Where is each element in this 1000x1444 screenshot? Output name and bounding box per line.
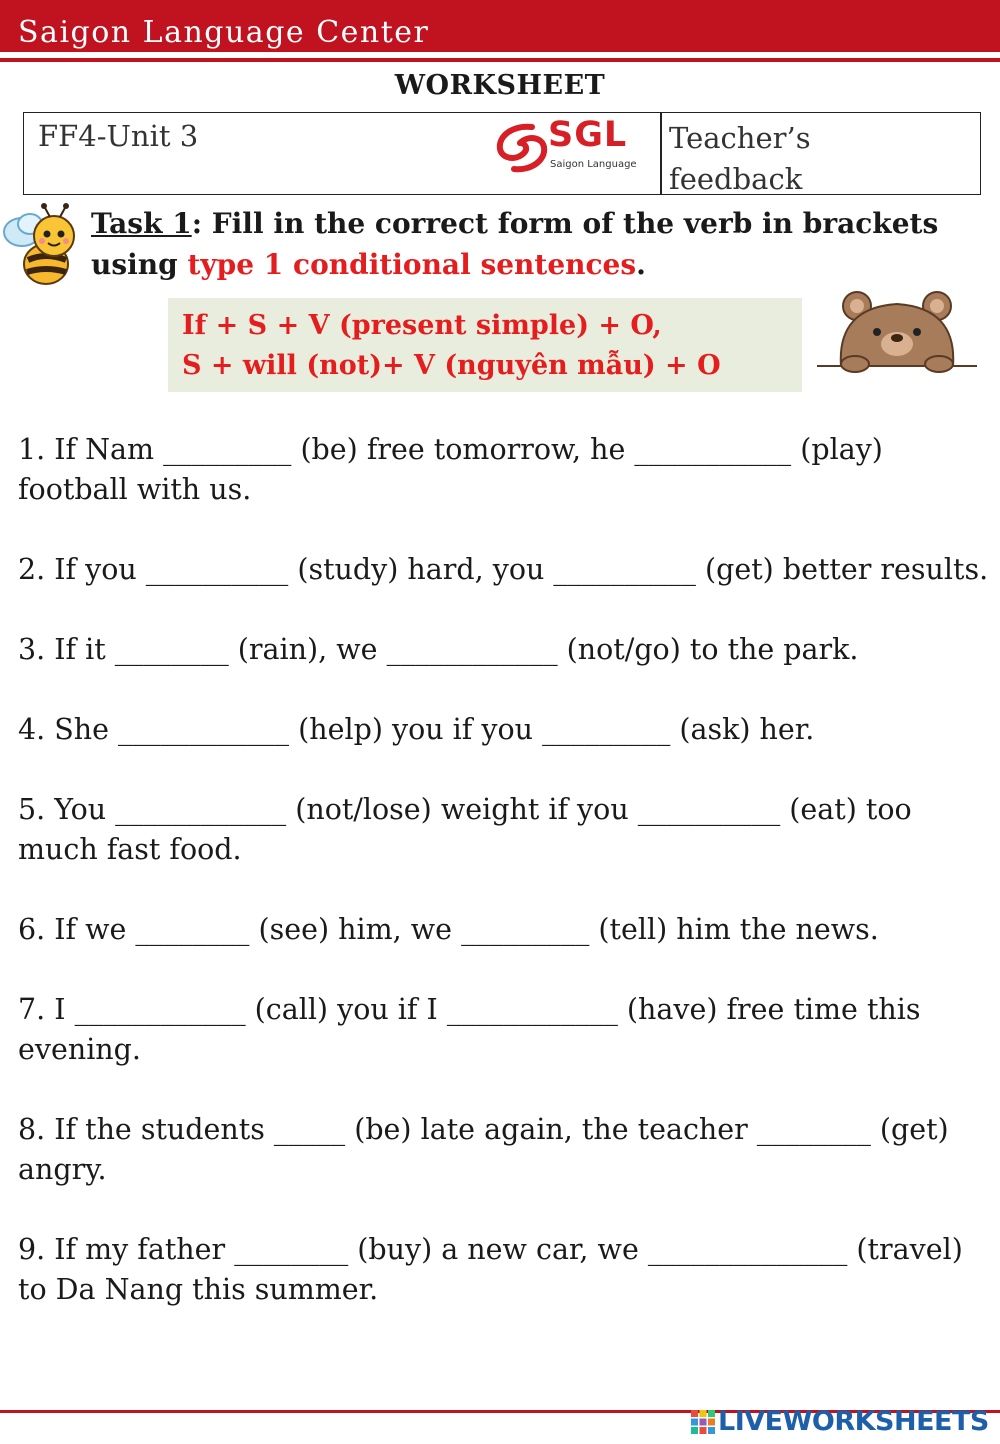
task-instruction	[91, 203, 991, 285]
class-code: FF4-Unit 3	[38, 119, 199, 153]
question-item-4[interactable]: 4. She ____________ (help) you if you _________ (ask) her.	[18, 713, 815, 746]
question-item-8[interactable]: 8. If the students _____ (be) late again, the teacher ________ (get) angry.	[18, 1113, 958, 1186]
feedback-line-2: feedback	[669, 162, 803, 196]
header-table	[23, 112, 981, 195]
question-item-9[interactable]: 9. If my father ________ (buy) a new car, we ______________ (travel) to Da Nang this summer.	[18, 1233, 972, 1306]
teacher-feedback-label	[669, 118, 969, 200]
sgl-swirl-icon	[492, 119, 552, 177]
header-divider	[660, 113, 662, 194]
logo-text: SGL	[548, 115, 628, 155]
school-name: Saigon Language Center	[18, 15, 430, 50]
feedback-line-1: Teacher’s	[669, 121, 811, 155]
question-item-6[interactable]: 6. If we ________ (see) him, we _________ (tell) him the news.	[18, 913, 879, 946]
formula-box	[168, 298, 802, 392]
task-text-1: : Fill in the correct form of the verb in brackets using	[91, 207, 939, 281]
question-list	[18, 430, 993, 1350]
sgl-logo-icon	[492, 115, 652, 177]
liveworksheets-badge-icon	[690, 1409, 716, 1435]
task-highlight: type 1 conditional sentences	[187, 248, 637, 281]
bee-mascot-icon	[0, 202, 88, 290]
question-item-7[interactable]: 7. I ____________ (call) you if I ____________ (have) free time this evening.	[18, 993, 930, 1066]
task-label: Task 1	[91, 207, 192, 240]
formula-line-1: If + S + V (present simple) + O,	[182, 310, 662, 341]
worksheet-title: WORKSHEET	[394, 70, 606, 101]
liveworksheets-brand[interactable]	[690, 1406, 995, 1438]
question-item-1[interactable]: 1. If Nam _________ (be) free tomorrow, he ___________ (play) football with us.	[18, 433, 892, 506]
logo-subtext: Saigon Language	[550, 159, 637, 170]
formula-line-2: S + will (not)+ V (nguyên mẫu) + O	[182, 350, 721, 381]
question-item-2[interactable]: 2. If you __________ (study) hard, you __________ (get) better results.	[18, 553, 989, 586]
question-item-5[interactable]: 5. You ____________ (not/lose) weight if you __________ (eat) too much fast food.	[18, 793, 921, 866]
liveworksheets-text: LIVEWORKSHEETS	[718, 1406, 989, 1437]
question-item-3[interactable]: 3. If it ________ (rain), we ____________ (not/go) to the park.	[18, 633, 859, 666]
task-text-2: .	[636, 248, 646, 281]
bear-mascot-icon	[815, 286, 980, 376]
top-divider	[0, 58, 1000, 62]
top-banner	[0, 0, 1000, 52]
